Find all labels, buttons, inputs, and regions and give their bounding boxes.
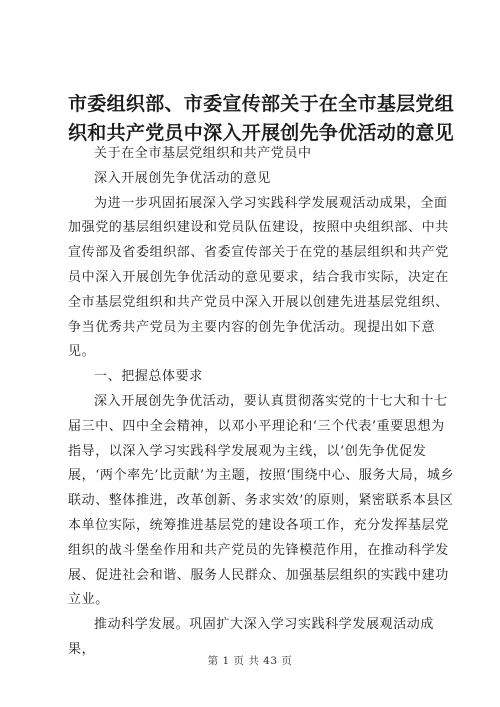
subtitle-line-1: 关于在全市基层党组织和共产党员中 bbox=[94, 146, 312, 161]
document-body bbox=[68, 142, 458, 663]
page-footer: 第 1 页 共 43 页 bbox=[207, 655, 293, 667]
body-paragraph: 推动科学发展。巩固扩大深入学习实践科学发展观活动成果， bbox=[68, 617, 435, 657]
section-heading: 一、把握总体要求 bbox=[94, 369, 203, 385]
subtitle-line-2: 深入开展创先争优活动的意见 bbox=[94, 170, 271, 186]
body-paragraph: 深入开展创先争优活动，要认真贯彻落实党的十七大和十七届三中、四中全会精神，以邓小平理论和‘三个代表’重要思想为指导，以深入学习实践科学发展观为主线，以‘创先争优促发展，‘两个率先’比贡献’为主题，按照‘围绕中心、服务大局，城乡联动、整体推进，改革创新、务求实效’的原则，紧密联系本县区本单位实际，统筹推进基层党的建设各项工作，充分发挥基层党组织的战斗堡垒作用和共产党员的先锋模范作用，在推动科学发展、促进社会和谐、服务人民群众、加强基层组织的实践中建功立业。 bbox=[68, 393, 455, 608]
document-title: 市委组织部、市委宣传部关于在全市基层党组织和共产党员中深入开展创先争优活动的意见 bbox=[68, 93, 455, 144]
intro-paragraph: 为进一步巩固拓展深入学习实践科学发展观活动成果，全面加强党的基层组织建设和党员队伍建设，按照中央组织部、中共宣传部及省委组织部、省委宣传部关于在党的基层组织和共产党员中深入开展创先争优活动的意见要求，结合我市实际，决定在全市基层党组织和共产党员中深入开展以创建先进基层党组织、争当优秀共产党员为主要内容的创先争优活动。现提出如下意见。 bbox=[68, 195, 449, 360]
